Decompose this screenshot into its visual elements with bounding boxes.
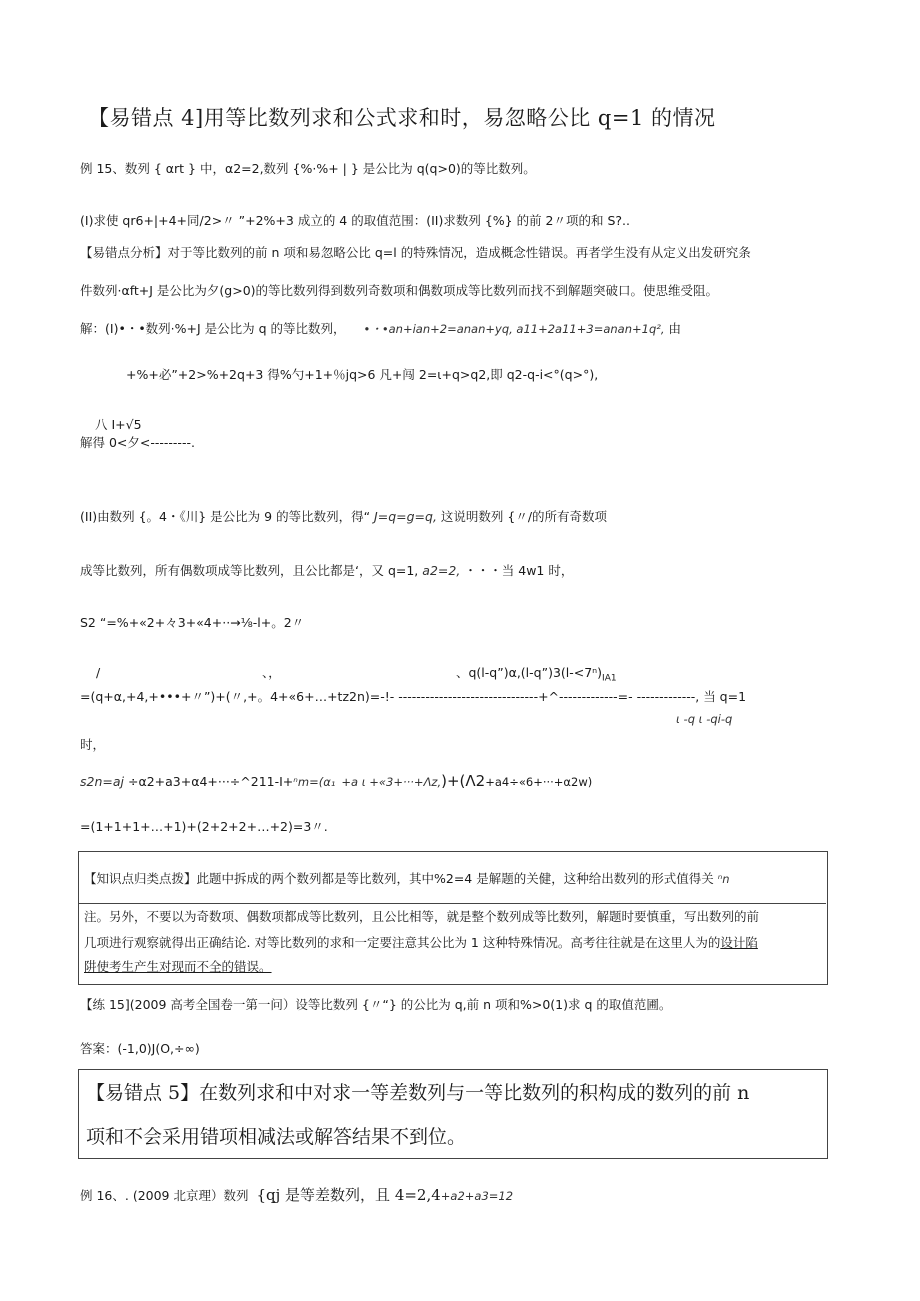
solution-result-1: 解得 0<夕<---------. [80,435,195,450]
solution-text: 由 [668,321,682,336]
solution-formula: a2=2, [422,563,461,578]
solution-text: 、q(l-q”)α,(l-q”)3(l-<7ⁿ) [456,665,603,680]
answer: 答案：(-1,0)J(O,÷∞) [80,1041,200,1056]
solution-text: 成等比数列，所有偶数项成等比数列，且公比都是‘，又 q=1, [80,563,419,578]
solution-part2 [80,508,607,526]
solution-text: 这说明数列 {〃/的所有奇数项 [440,509,608,524]
knowledge-point-line-2: 注。另外，不要以为奇数项、偶数项都成等比数列，且公比相等，就是整个数列成等比数列，解题时要慎重，写出数列的前 [84,909,760,924]
heading-error-point-4: 【易错点 4]用等比数列求和公式求和时，易忽略公比 q=1 的情况 [88,106,716,130]
example-formula: +a2+a3=12 [440,1189,514,1203]
solution-part1 [80,320,681,338]
solution-formula: s2n=aj [80,774,124,789]
solution-formula: •・•an+ian+2=anan+yq, a11+2a11+3=anan+1q², [363,322,665,336]
solution-formula: +a ι +«3+···+Λz, [341,775,442,789]
solution-inequality: +%+必”+2>%+2q+3 得%勺+1+％jq>6 凡+闯 2=ι+q>q2,即 q2-q-i<°(q>°), [126,367,599,382]
example-15: 例 15、数列 { αrt } 中，α2=2,数列 {%·%+ | } 是公比为 q(q>0)的等比数列。 [80,161,536,176]
solution-part2-line2 [80,562,573,580]
solution-subscript: IA1 [602,673,617,684]
solution-sum-expression: S2 “=%+«2+々3+«4+··→⅛-l+。2〃 [80,615,305,630]
solution-text: (II)由数列 {。4・《川} 是公比为 9 的等比数列，得“ [80,509,371,524]
knowledge-underlined: 设计陷 [720,935,758,950]
solution-sum-general: =(q+α,+4,+•••+〃”)+(〃,+。4+«6+…+tz2n)=-!- -------------------------------+^-------------=- -------------, 当 q=1 [80,689,747,704]
knowledge-point-line-1 [84,870,730,888]
solution-fraction-mark: 、， [262,665,281,680]
example-formula: {qj 是等差数列，且 4=2,4 [256,1186,441,1204]
practice-15: 【练 15](2009 高考全国卷一第一问）设等比数列 {〃“} 的公比为 q,前 n 项和%>0(1)求 q 的取值范圃。 [80,997,672,1012]
analysis-line-2: 件数列·αft+J 是公比为夕(g>0)的等比数列得到数列奇数项和偶数项成等比数列而找不到解题突破口。使思维受阻。 [80,283,719,298]
knowledge-point-line-3 [84,934,758,952]
analysis-line-1: 【易错点分析】对于等比数列的前 n 项和易忽略公比 q=l 的特殊情况，造成概念性错误。再者学生没有从定义出发研究条 [80,245,751,260]
solution-fraction-denominators: ι -q ι -qi-q [676,712,733,726]
solution-when: 时， [80,737,106,752]
example-text: 例 16、. (2009 北京理）数列 [80,1188,249,1203]
knowledge-point-divider [78,903,826,904]
solution-text: 解：(I)•・•数列·%+J 是公比为 q 的等比数列， [80,321,346,336]
heading-error-point-5-line2: 项和不会采用错项相减法或解答结果不到位。 [86,1126,467,1148]
knowledge-text: 【知识点归类点拨】此题中拆成的两个数列都是等比数列，其中%2=4 是解题的关健，这种给出数列的形式值得关 [84,871,714,886]
heading-error-point-5-line1: 【易错点 5】在数列求和中对求一等差数列与一等比数列的积构成的数列的前 n [86,1082,750,1104]
solution-fraction-numerator: 八 I+√5 [95,417,142,432]
solution-sum-result: =(1+1+1+…+1)+(2+2+2+…+2)=3〃. [80,819,328,834]
solution-fraction-numerators [456,664,617,688]
solution-text: )+(Λ2 [441,772,486,790]
solution-formula: J=q=g=q, [374,509,437,524]
solution-formula: +a4÷«6+···+α2w) [485,775,593,789]
example-16 [80,1186,513,1205]
solution-text: ÷α2+a3+α4+···÷^211-I+ [127,774,294,789]
knowledge-mark: ⁿn [717,872,730,886]
solution-sum-q1 [80,772,592,791]
solution-fraction-mark: / [96,665,101,680]
solution-text: ・・・当 4w1 时， [464,563,574,578]
solution-formula: ⁿm=(α₁ [293,775,336,789]
example-15-questions: (I)求使 qr6+|+4+同/2>〃 ”+2%+3 成立的 4 的取值范围：(II)求数列 {%} 的前 2〃项的和 S?.. [80,213,630,228]
knowledge-point-line-4: 阱使考生产生对现而不全的错误。 [84,959,272,974]
knowledge-text: 几项进行观察就得出正确结论. 对等比数列的求和一定要注意其公比为 1 这种特殊情况。高考往往就是在这里人为的 [84,935,721,950]
